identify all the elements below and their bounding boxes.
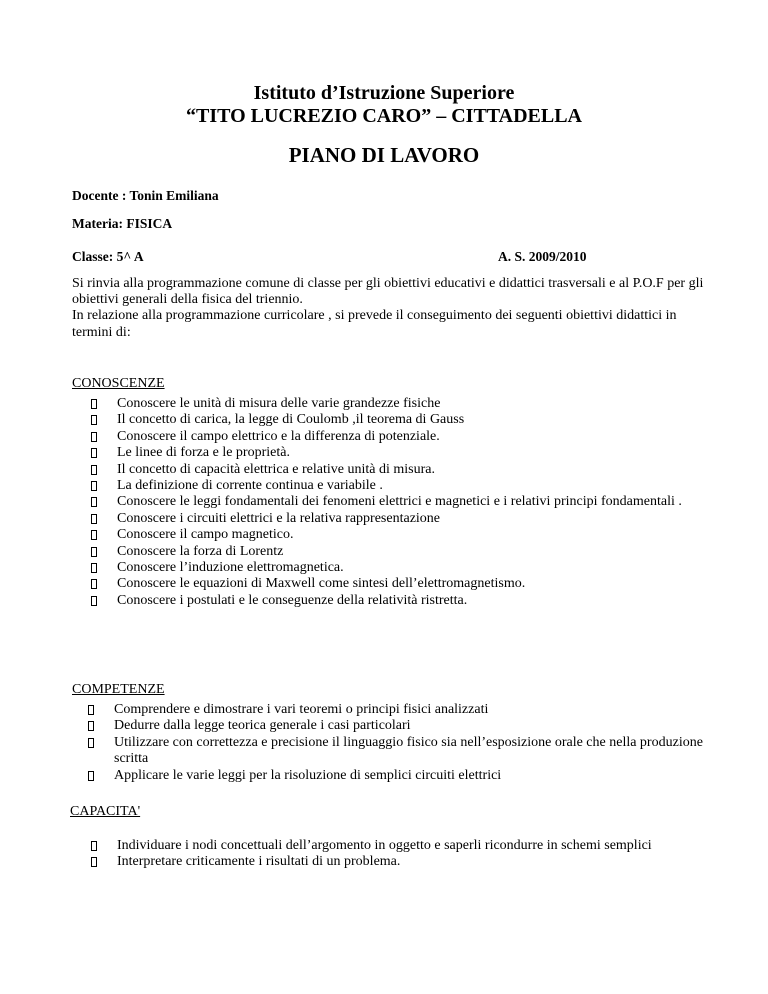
bullet-icon [88, 738, 94, 748]
section-title-competenze: COMPETENZE [72, 682, 165, 697]
list-item: Le linee di forza e le proprietà. [91, 445, 691, 461]
section-title-conoscenze: CONOSCENZE [72, 376, 165, 391]
bullet-icon [91, 465, 97, 475]
list-item: Utilizzare con correttezza e precisione il linguaggio fisico sia nell’esposizione orale che nella produzione scritta [88, 735, 708, 768]
list-item: Conoscere la forza di Lorentz [91, 544, 691, 560]
list-item: Conoscere i circuiti elettrici e la relativa rappresentazione [91, 511, 691, 527]
teacher-line: Docente : Tonin Emiliana [72, 188, 219, 203]
intro-paragraph-2: In relazione alla programmazione curricolare , si prevede il conseguimento dei seguenti obiettivi didattici in termini di: [72, 308, 677, 340]
list-item: Applicare le varie leggi per la risoluzione di semplici circuiti elettrici [88, 768, 708, 784]
intro-text [72, 276, 712, 341]
bullet-icon [91, 857, 97, 867]
bullet-icon [91, 514, 97, 524]
list-item: Comprendere e dimostrare i vari teoremi o principi fisici analizzati [88, 702, 708, 718]
school-year-line: A. S. 2009/2010 [498, 249, 587, 264]
list-item: Conoscere le equazioni di Maxwell come sintesi dell’elettromagnetismo. [91, 576, 691, 592]
list-capacita [91, 838, 691, 871]
subject-line: Materia: FISICA [72, 216, 173, 231]
list-conoscenze [91, 396, 691, 609]
bullet-icon [88, 721, 94, 731]
bullet-icon [91, 530, 97, 540]
bullet-icon [91, 563, 97, 573]
list-item: Conoscere il campo elettrico e la differenza di potenziale. [91, 429, 691, 445]
list-item: Interpretare criticamente i risultati di un problema. [91, 854, 691, 870]
bullet-icon [91, 448, 97, 458]
list-item: Conoscere il campo magnetico. [91, 527, 691, 543]
bullet-icon [91, 497, 97, 507]
class-line: Classe: 5^ A [72, 249, 144, 264]
institute-name: Istituto d’Istruzione Superiore [253, 82, 515, 104]
list-item: Conoscere le unità di misura delle varie grandezze fisiche [91, 396, 691, 412]
section-title-capacita: CAPACITA' [70, 804, 141, 819]
list-item: La definizione di corrente continua e variabile . [91, 478, 691, 494]
bullet-icon [91, 432, 97, 442]
bullet-icon [91, 399, 97, 409]
list-competenze [88, 702, 708, 784]
intro-paragraph-1: Si rinvia alla programmazione comune di classe per gli obiettivi educativi e didattici trasversali e al P.O.F per gli obiettivi generali della fisica del triennio. [72, 276, 704, 308]
bullet-icon [91, 415, 97, 425]
list-item: Conoscere i postulati e le conseguenze della relatività ristretta. [91, 593, 691, 609]
school-name: “TITO LUCREZIO CARO” – CITTADELLA [185, 105, 582, 127]
bullet-icon [91, 481, 97, 491]
bullet-icon [91, 547, 97, 557]
list-item: Conoscere l’induzione elettromagnetica. [91, 560, 691, 576]
list-item: Dedurre dalla legge teorica generale i casi particolari [88, 718, 708, 734]
bullet-icon [88, 705, 94, 715]
bullet-icon [91, 579, 97, 589]
list-item: Conoscere le leggi fondamentali dei fenomeni elettrici e magnetici e i relativi principi fondamentali . [91, 494, 691, 510]
bullet-icon [91, 596, 97, 606]
document-title: PIANO DI LAVORO [288, 143, 480, 167]
list-item: Il concetto di carica, la legge di Coulomb ,il teorema di Gauss [91, 412, 691, 428]
list-item: Individuare i nodi concettuali dell’argomento in oggetto e saperli ricondurre in schemi semplici [91, 838, 691, 854]
header [0, 82, 768, 128]
bullet-icon [88, 771, 94, 781]
bullet-icon [91, 841, 97, 851]
list-item: Il concetto di capacità elettrica e relative unità di misura. [91, 462, 691, 478]
